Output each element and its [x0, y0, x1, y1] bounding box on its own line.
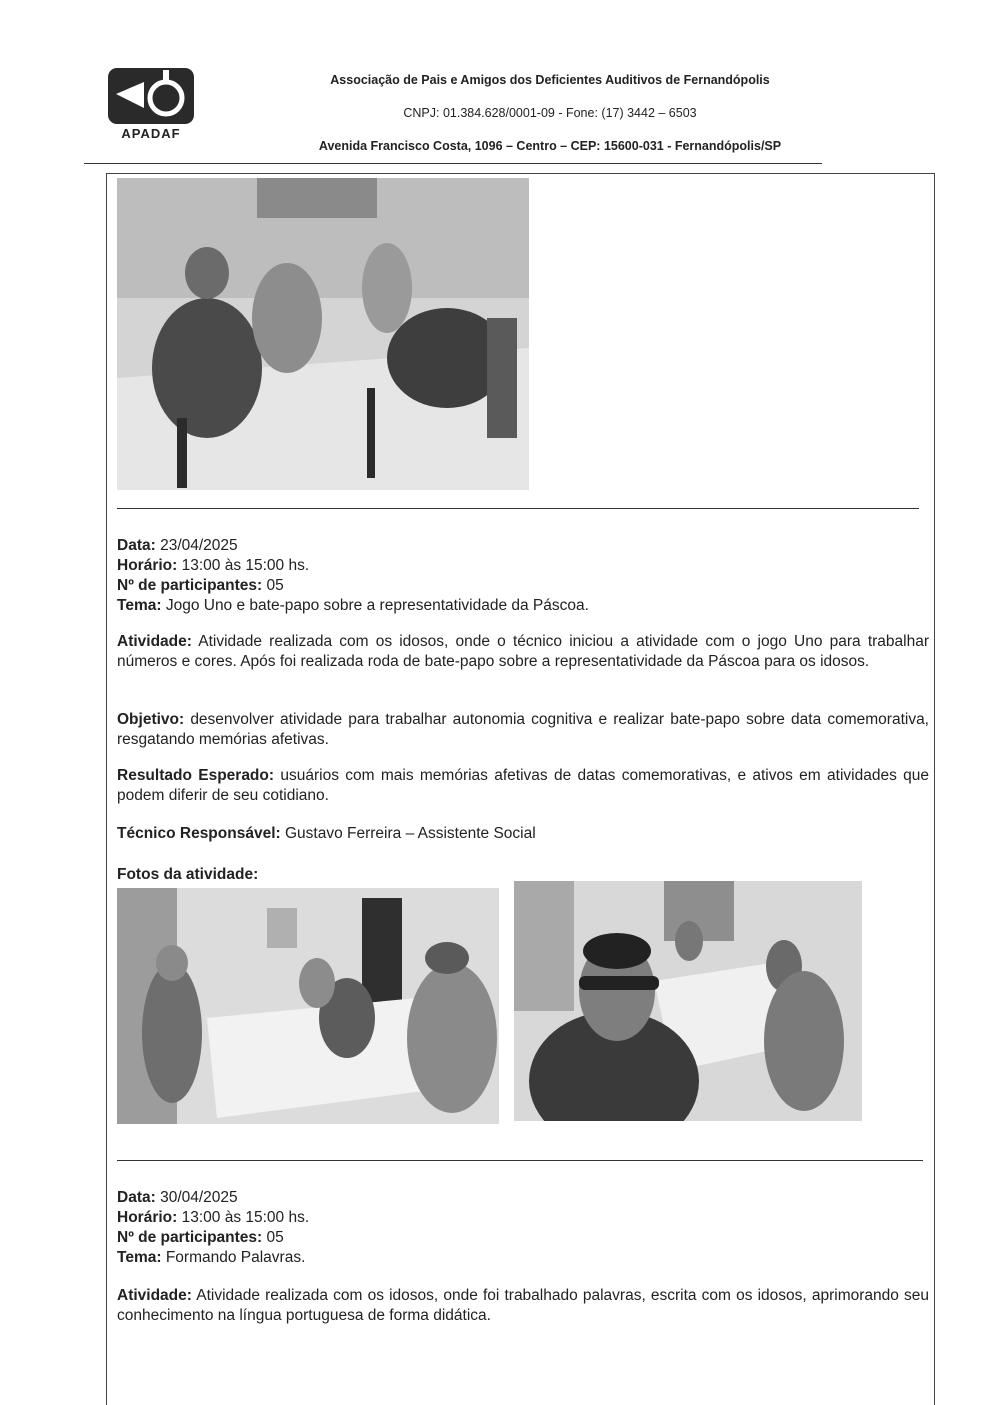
entry-2-meta [117, 1188, 929, 1268]
entry-1-theme: Tema: Jogo Uno e bate-papo sobre a representatividade da Páscoa. [117, 597, 589, 614]
section-divider-2 [117, 1160, 923, 1161]
entry-1-date: Data: 23/04/2025 [117, 537, 238, 554]
entry-1-photos-caption: Fotos da atividade: [117, 866, 259, 883]
entry-1-participants: Nº de participantes: 05 [117, 577, 284, 594]
entry-1-meta [117, 536, 929, 616]
entry-1-technician: Técnico Responsável: Gustavo Ferreira – Assistente Social [117, 825, 536, 842]
entry-1-expected-result: Resultado Esperado: usuários com mais memórias afetivas de datas comemorativas, e ativos em atividades que podem diferir de seu cotidiano. [117, 767, 929, 804]
activity-photo-right [514, 881, 862, 1121]
entry-1-time: Horário: 13:00 às 15:00 hs. [117, 557, 310, 574]
apadaf-emblem-icon [106, 66, 196, 126]
apadaf-logo [106, 66, 196, 146]
entry-2-participants: Nº de participantes: 05 [117, 1229, 284, 1246]
entry-1-objective: Objetivo: desenvolver atividade para trabalhar autonomia cognitiva e realizar bate-papo sobre data comemorativa, resgatando memórias afetivas. [117, 711, 929, 748]
top-activity-photo [117, 178, 529, 490]
section-divider-1 [117, 508, 919, 509]
entry-2-date: Data: 30/04/2025 [117, 1189, 238, 1206]
organization-name: Associação de Pais e Amigos dos Deficientes Auditivos de Fernandópolis [330, 73, 770, 87]
cnpj-phone: CNPJ: 01.384.628/0001-09 - Fone: (17) 3442 – 6503 [403, 106, 697, 120]
address: Avenida Francisco Costa, 1096 – Centro – CEP: 15600-031 - Fernandópolis/SP [318, 139, 782, 153]
entry-2-theme: Tema: Formando Palavras. [117, 1249, 306, 1266]
activity-photo-left [117, 888, 499, 1124]
entry-1-activity: Atividade: Atividade realizada com os idosos, onde o técnico iniciou a atividade com o jogo Uno para trabalhar números e cores. Após foi realizada roda de bate-papo sobre a representatividade da Páscoa para os idosos. [117, 633, 929, 670]
header-divider [84, 163, 822, 164]
logo-text: APADAF [121, 126, 181, 141]
entry-2-activity: Atividade: Atividade realizada com os idosos, onde foi trabalhado palavras, escrita com os idosos, aprimorando seu conhecimento na língua portuguesa de forma didática. [117, 1287, 930, 1324]
entry-2-time: Horário: 13:00 às 15:00 hs. [117, 1209, 310, 1226]
